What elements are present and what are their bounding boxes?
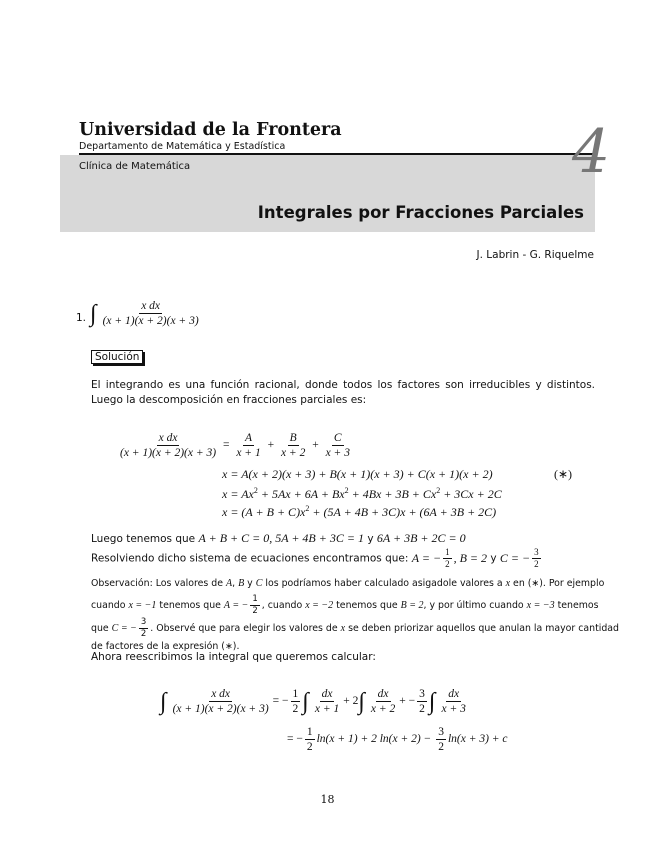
final-equation-line-1: ∫ $\frac{\text{x dx}}{(x + 1)(x + 2)(x + 3)}$ = − $\frac{1}{2}$ ∫ $\frac{dx}{x + 1}$ + 2∫ $\frac{dx}{x + 2}$ + − $\frac{3}{2}$ ∫ $\frac{dx}{x + 3}$ — [160, 688, 466, 716]
resolving-line: Resolviendo dicho sistema de ecuaciones encontramos que: A = − $\frac{1}{2}$ , B = 2 y C = − $\frac{3}{2}$ — [91, 547, 539, 570]
exercise-number: 1. — [76, 312, 87, 324]
rewrite-line: Ahora reescribimos la integral que queremos calcular: — [91, 651, 376, 663]
page-title: Integrales por Fracciones Parciales — [257, 203, 584, 222]
decomposition-line-4: $x = (A + B + C)x^2 + (5A + 4B + 3C)x + (6A + 3B + 2C)$ — [222, 504, 497, 519]
authors: J. Labrin - G. Riquelme — [476, 249, 594, 261]
exercise-numerator: x dx — [139, 300, 162, 314]
page-number: 18 — [320, 793, 335, 806]
intro-paragraph: El integrando es una función racional, donde todos los factores son irreducibles y distintos. Luego la descomposición en fracciones parciales es: — [91, 379, 595, 407]
decomposition-line-3: $x = Ax^2 + 5Ax + 6A + Bx^2 + 4Bx + 3B + Cx^2 + 3Cx + 2C$ — [222, 486, 502, 501]
system-line: Luego tenemos que A + B + C = 0, 5A + 4B + 3C = 1 y 6A + 3B + 2C = 0 — [91, 531, 466, 545]
equation-tag: (∗) — [554, 467, 573, 481]
exercise-integral: ∫ $\frac{\text{x dx}}{(x + 1)(x + 2)(x + 3)}$ — [90, 300, 199, 328]
exercise-denominator: (x + 1)(x + 2)(x + 3) — [102, 315, 199, 328]
decomposition-line-1: $\frac{\text{x dx}}{(x + 1)(x + 2)(x + 3)}$ = $\frac{A}{x + 1}$ + $\frac{B}{x + 2}$ + $\frac{C}{x + 3}$ — [120, 432, 350, 460]
decomposition-line-2: x = A(x + 2)(x + 3) + B(x + 1)(x + 3) + C(x + 1)(x + 2) — [222, 467, 493, 481]
chapter-number: 4 — [572, 117, 611, 187]
university-name: Universidad de la Frontera — [79, 120, 342, 140]
observation-paragraph: Observación: Los valores de A, B y C los podríamos haber calculado asigadole valores a x en (∗). Por ejemplo cuando x = −1 tenemos que A = − $\frac{1}{2}$ , cuando x = −2 tenemos que B = 2, y por último cuando x = −3 tenemos que C = − $\frac{3}{2}$ . Observé que para elegir los valores de x se deben priorizar aquellos que anulan la mayor cantidad de factores de la expresión (∗). — [91, 578, 620, 652]
department-name: Departamento de Matemática y Estadística — [79, 141, 286, 152]
final-equation-line-2: = − $\frac{1}{2}$ ln(x + 1) + 2 ln(x + 2) − $\frac{3}{2}$ ln(x + 3) + c — [287, 726, 508, 754]
solution-label: Solución — [91, 350, 143, 364]
clinic-name: Clínica de Matemática — [79, 161, 191, 172]
